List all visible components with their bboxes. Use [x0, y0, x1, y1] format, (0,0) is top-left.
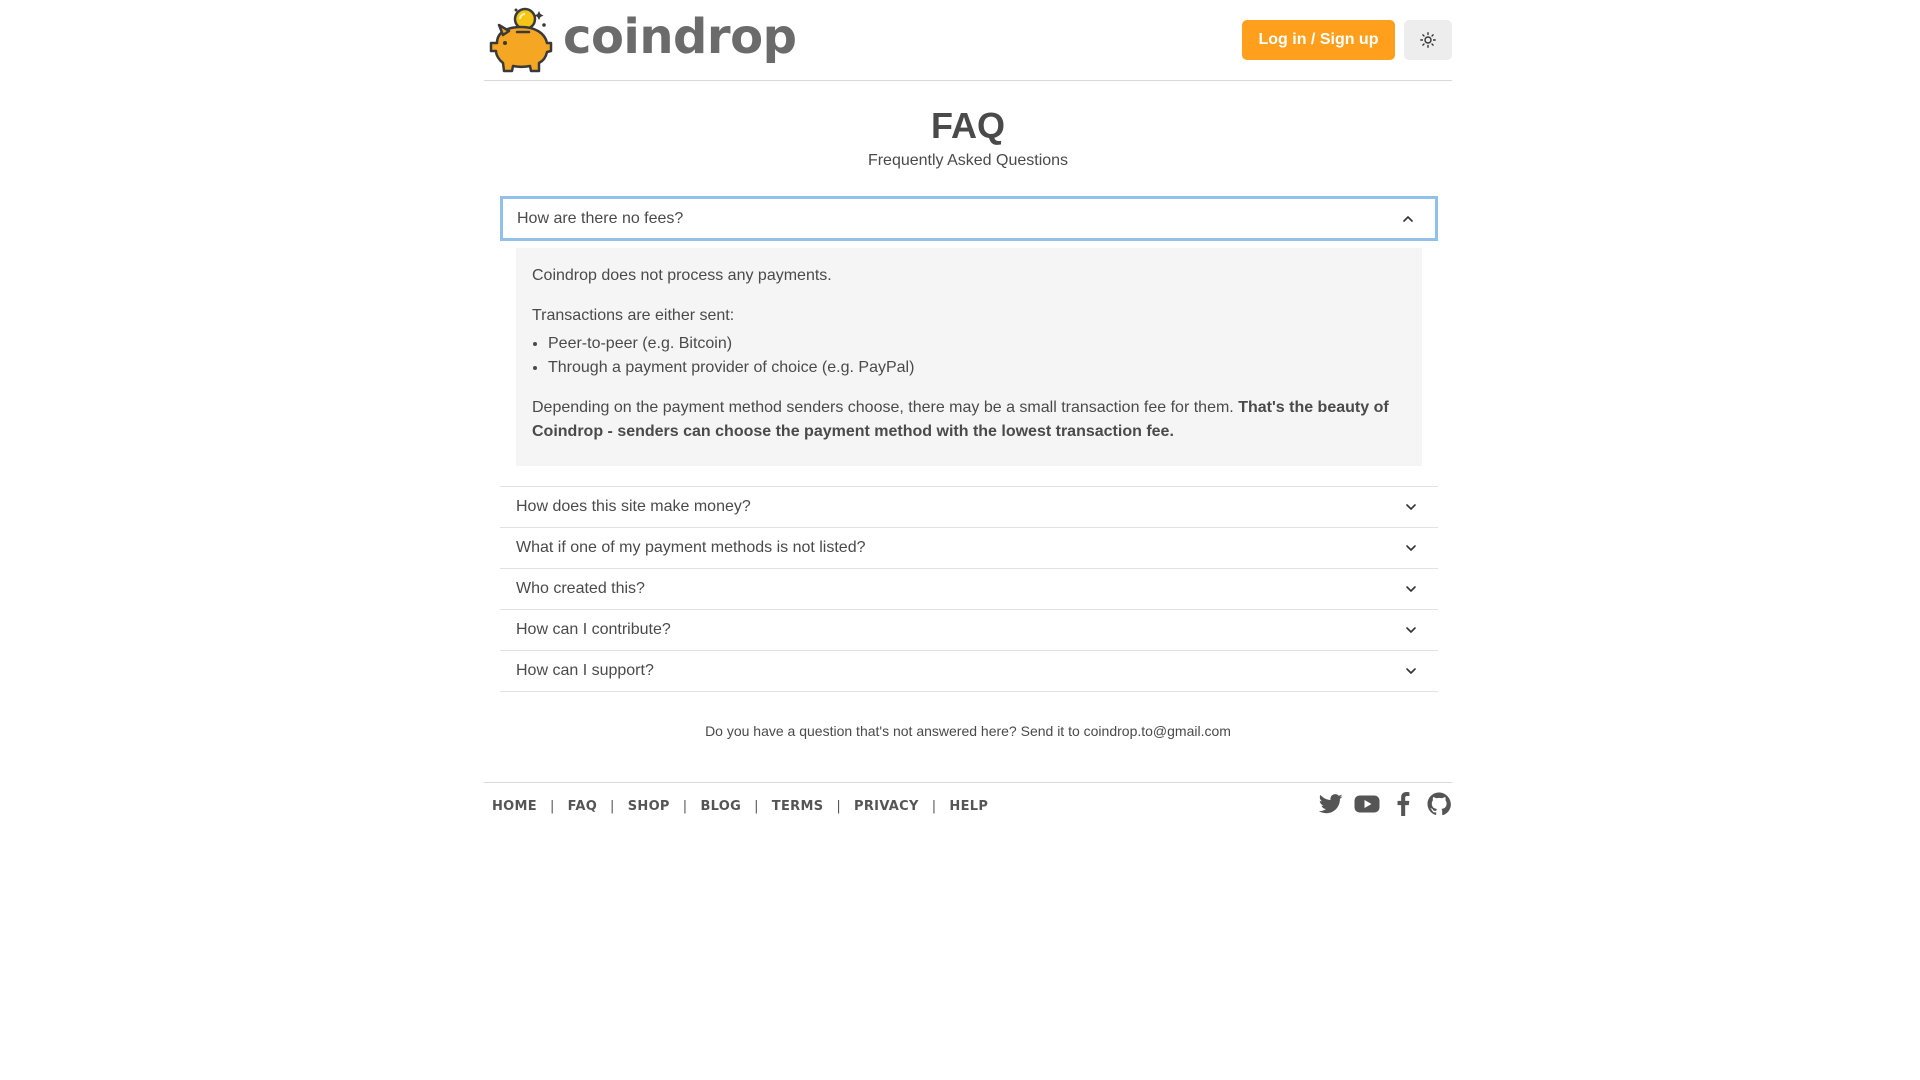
- footer-link-privacy[interactable]: PRIVACY: [854, 799, 919, 814]
- faq-item-open: [500, 196, 1438, 466]
- footer-link-home[interactable]: HOME: [492, 799, 537, 814]
- site-header: [484, 0, 1452, 81]
- faq-question-label: Who created this?: [516, 580, 645, 597]
- faq-question-header[interactable]: [500, 196, 1438, 241]
- footer-link-terms[interactable]: TERMS: [771, 799, 824, 814]
- login-signup-button[interactable]: Log in / Sign up: [1242, 20, 1395, 60]
- faq-question-label: How can I contribute?: [516, 621, 671, 638]
- footer-link-help[interactable]: HELP: [949, 799, 989, 814]
- page-subtitle: Frequently Asked Questions: [867, 152, 1069, 169]
- social-links: [1308, 791, 1452, 817]
- theme-toggle-button[interactable]: [1404, 20, 1452, 60]
- footer-separator: |: [682, 799, 688, 814]
- answer-emphasis: That's the beauty of Coindrop - senders can choose the payment method with the lowest transaction fee.: [532, 399, 1389, 440]
- footer-link-faq[interactable]: FAQ: [567, 799, 598, 814]
- chevron-down-icon: [1404, 664, 1418, 678]
- answer-paragraph: Transactions are either sent:: [532, 307, 735, 324]
- facebook-icon[interactable]: [1390, 791, 1416, 817]
- faq-question-header[interactable]: [500, 610, 1438, 650]
- chevron-up-icon: [1401, 212, 1415, 226]
- chevron-down-icon: [1404, 500, 1418, 514]
- faq-accordion: [500, 196, 1438, 692]
- faq-question-header[interactable]: [500, 487, 1438, 527]
- answer-list: [532, 332, 1406, 380]
- faq-item: [500, 527, 1438, 568]
- footer-separator: |: [836, 799, 842, 814]
- chevron-down-icon: [1404, 582, 1418, 596]
- faq-question-header[interactable]: [500, 528, 1438, 568]
- main-container: [484, 0, 1452, 814]
- faq-item: [500, 609, 1438, 650]
- brand-name: coindrop: [563, 9, 797, 65]
- footer-link-shop[interactable]: SHOP: [627, 799, 670, 814]
- piggy-bank-icon: [487, 5, 555, 73]
- brand-logo[interactable]: [487, 6, 796, 72]
- footer-link-blog[interactable]: BLOG: [700, 799, 742, 814]
- answer-paragraph: [532, 396, 1406, 444]
- faq-question-label: How can I support?: [516, 662, 654, 679]
- page-title: FAQ: [930, 105, 1005, 146]
- footer-nav: [492, 799, 988, 814]
- twitter-icon[interactable]: [1318, 791, 1344, 817]
- sun-icon: [1420, 32, 1436, 48]
- faq-item: [500, 650, 1438, 692]
- faq-answer-panel: [516, 248, 1422, 466]
- faq-question-label: How does this site make money?: [516, 498, 751, 515]
- answer-paragraph: Coindrop does not process any payments.: [532, 267, 832, 284]
- chevron-down-icon: [1404, 623, 1418, 637]
- faq-question-label: How are there no fees?: [517, 209, 684, 227]
- site-footer: [484, 782, 1452, 833]
- footer-separator: |: [754, 799, 759, 814]
- answer-text: Depending on the payment method senders choose, there may be a small transaction fee for them.: [532, 399, 1239, 416]
- github-icon[interactable]: [1426, 791, 1452, 817]
- faq-item: [500, 486, 1438, 527]
- answer-list-item: • Peer-to-peer (e.g. Bitcoin): [548, 332, 1406, 356]
- chevron-down-icon: [1404, 541, 1418, 555]
- faq-item: [500, 568, 1438, 609]
- footer-separator: |: [931, 799, 937, 814]
- footer-separator: |: [610, 799, 615, 814]
- faq-question-header[interactable]: [500, 569, 1438, 609]
- youtube-icon[interactable]: [1354, 791, 1380, 817]
- answer-list-item: • Through a payment provider of choice (e.g. PayPal): [548, 356, 1406, 380]
- faq-question-header[interactable]: [500, 651, 1438, 691]
- footer-separator: |: [549, 799, 555, 814]
- faq-question-label: What if one of my payment methods is not listed?: [516, 539, 866, 556]
- unanswered-question-note: Do you have a question that's not answered here? Send it to coindrop.to@gmail.com: [705, 723, 1231, 739]
